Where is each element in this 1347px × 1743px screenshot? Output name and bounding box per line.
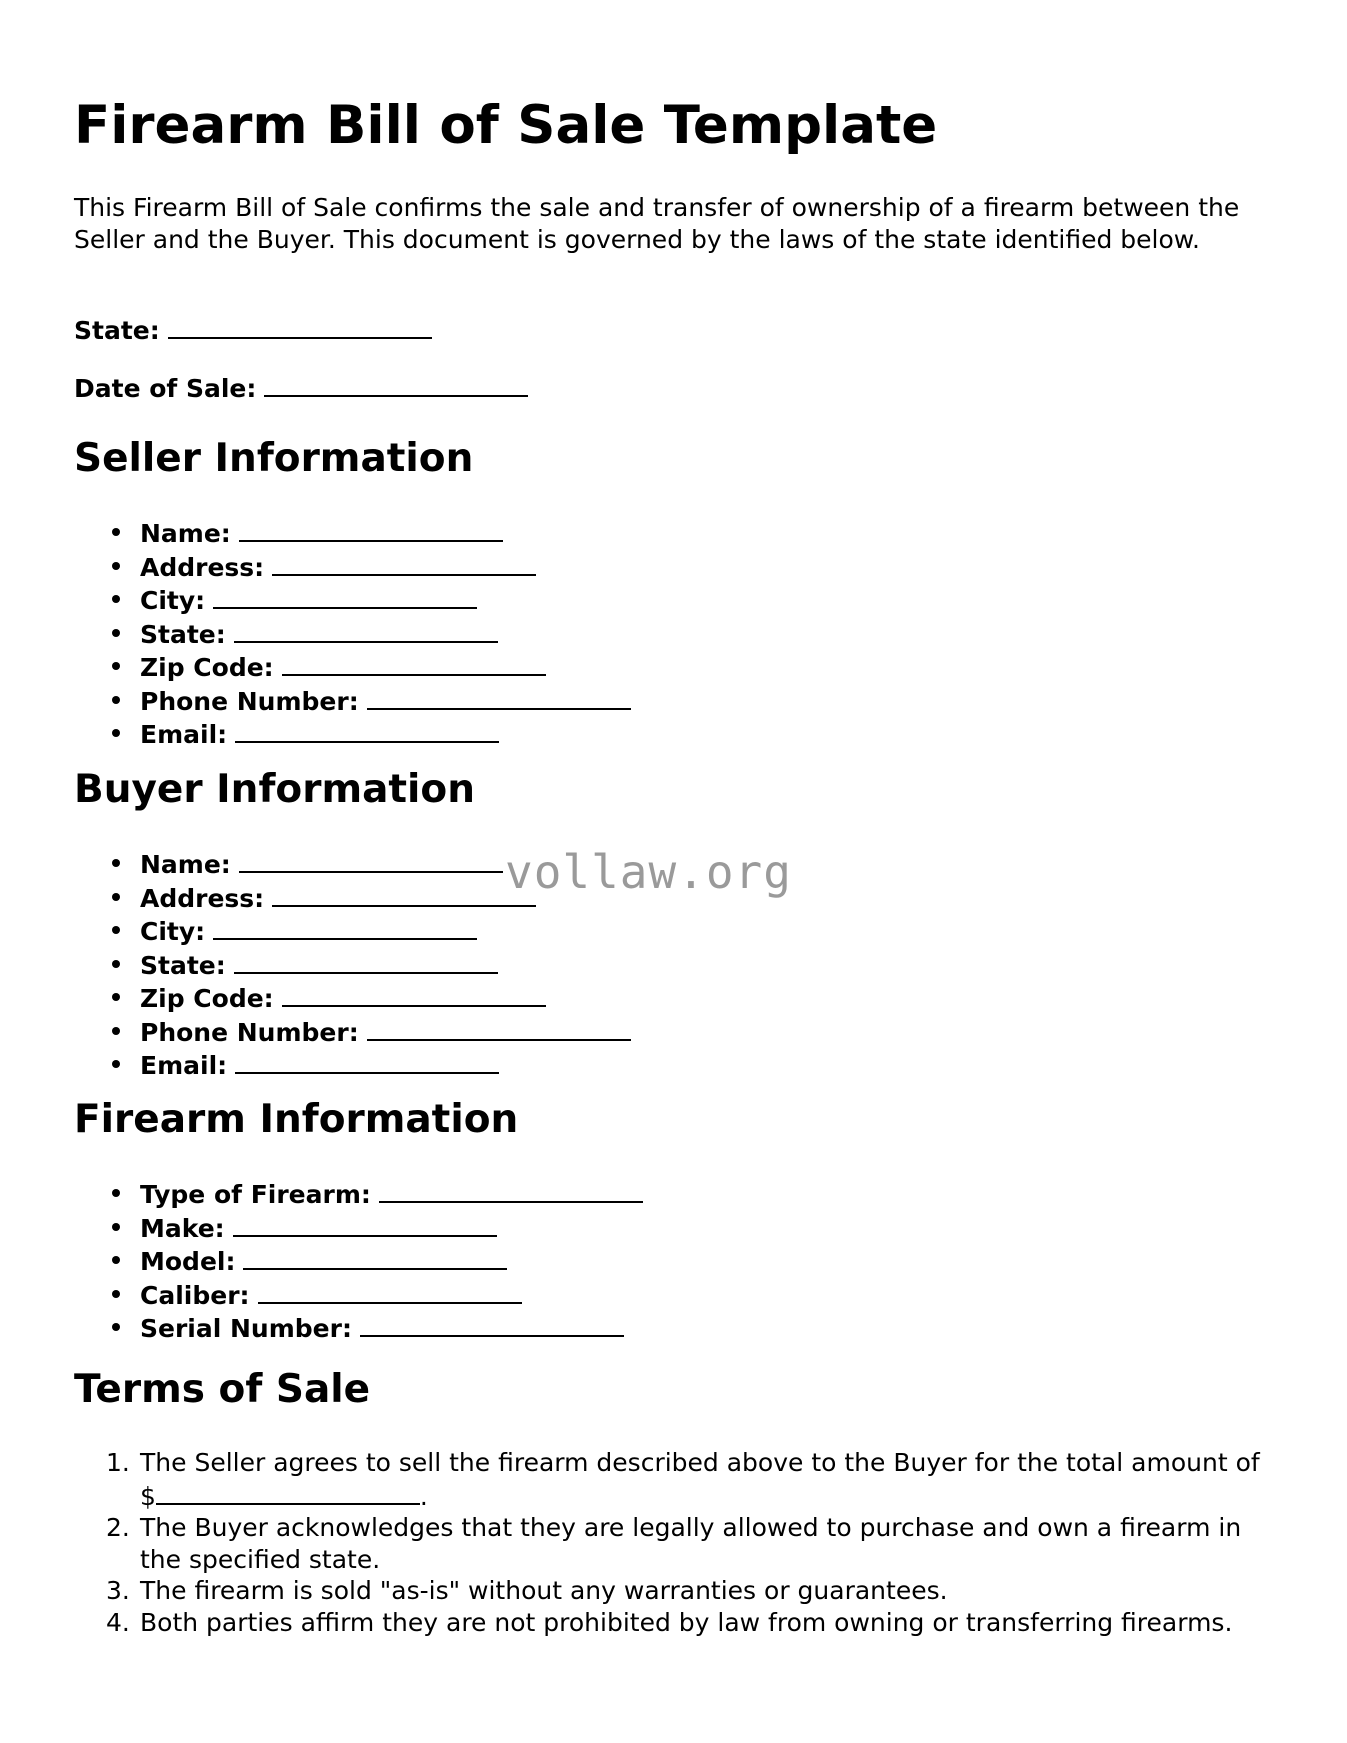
field-blank[interactable] bbox=[272, 550, 536, 576]
firearm-serial-field[interactable] bbox=[74, 1311, 643, 1345]
terms-item bbox=[74, 1447, 1274, 1512]
field-blank[interactable] bbox=[367, 1015, 631, 1041]
field-blank[interactable] bbox=[234, 617, 498, 643]
state-field[interactable] bbox=[74, 313, 432, 347]
field-label: Name: bbox=[140, 519, 231, 548]
buyer-city-field[interactable] bbox=[74, 914, 631, 948]
terms-item-number: 2. bbox=[106, 1513, 130, 1542]
field-blank[interactable] bbox=[233, 1211, 497, 1237]
field-blank[interactable] bbox=[234, 948, 498, 974]
field-label: Caliber: bbox=[140, 1280, 250, 1310]
field-blank[interactable] bbox=[239, 847, 503, 873]
terms-item bbox=[74, 1575, 1274, 1607]
field-blank[interactable] bbox=[282, 981, 546, 1007]
field-label: Zip Code: bbox=[140, 984, 274, 1013]
terms-item-text: The firearm is sold "as-is" without any warranties or guarantees. bbox=[140, 1576, 948, 1605]
terms-item-number: 3. bbox=[106, 1576, 130, 1605]
seller-zip-field[interactable] bbox=[74, 650, 631, 684]
field-label: Phone Number: bbox=[140, 1017, 359, 1047]
terms-item bbox=[74, 1607, 1274, 1639]
page-title: Firearm Bill of Sale Template bbox=[74, 95, 938, 156]
buyer-zip-field[interactable] bbox=[74, 981, 631, 1015]
terms-item-text: The Buyer acknowledges that they are legally allowed to purchase and own a firearm in the specified state. bbox=[140, 1513, 1242, 1574]
firearm-model-field[interactable] bbox=[74, 1244, 643, 1278]
intro-paragraph: This Firearm Bill of Sale confirms the sale and transfer of ownership of a firearm between the Seller and the Buyer. This document is governed by the laws of the state identified below. bbox=[74, 193, 1240, 254]
seller-name-field[interactable] bbox=[74, 516, 631, 550]
firearm-field-list bbox=[74, 1177, 643, 1345]
firearm-caliber-field[interactable] bbox=[74, 1278, 643, 1312]
state-field-label: State: bbox=[74, 316, 160, 345]
field-label: City: bbox=[140, 917, 206, 946]
field-blank[interactable] bbox=[258, 1278, 522, 1304]
field-label: State: bbox=[140, 619, 226, 649]
buyer-heading: Buyer Information bbox=[74, 767, 475, 812]
seller-city-field[interactable] bbox=[74, 583, 631, 617]
seller-state-field[interactable] bbox=[74, 617, 631, 651]
terms-item-text: The Seller agrees to sell the firearm described above to the Buyer for the total amount of $ bbox=[140, 1448, 1260, 1511]
field-blank[interactable] bbox=[213, 583, 477, 609]
field-blank[interactable] bbox=[360, 1311, 624, 1337]
terms-list bbox=[74, 1447, 1274, 1638]
buyer-state-field[interactable] bbox=[74, 948, 631, 982]
date-of-sale-blank[interactable] bbox=[264, 371, 528, 397]
field-label: Phone Number: bbox=[140, 686, 359, 716]
seller-email-field[interactable] bbox=[74, 717, 631, 751]
buyer-phone-field[interactable] bbox=[74, 1015, 631, 1049]
field-blank[interactable] bbox=[243, 1244, 507, 1270]
field-label: Make: bbox=[140, 1213, 225, 1243]
firearm-type-field[interactable] bbox=[74, 1177, 643, 1211]
terms-item-number: 4. bbox=[106, 1607, 130, 1637]
firearm-heading: Firearm Information bbox=[74, 1097, 519, 1142]
field-blank[interactable] bbox=[239, 516, 503, 542]
date-of-sale-label: Date of Sale: bbox=[74, 374, 257, 403]
field-blank[interactable] bbox=[379, 1177, 643, 1203]
field-label: State: bbox=[140, 950, 226, 980]
field-label: Email: bbox=[140, 1051, 228, 1080]
field-blank[interactable] bbox=[235, 1048, 499, 1074]
field-label: Serial Number: bbox=[140, 1314, 352, 1343]
field-label: Model: bbox=[140, 1247, 236, 1276]
terms-heading: Terms of Sale bbox=[74, 1367, 371, 1412]
watermark: vollaw.org bbox=[505, 845, 792, 899]
field-blank[interactable] bbox=[367, 684, 631, 710]
date-of-sale-field[interactable] bbox=[74, 371, 528, 405]
field-blank[interactable] bbox=[272, 881, 536, 907]
terms-item-text: Both parties affirm they are not prohibited by law from owning or transferring firearms. bbox=[140, 1607, 1233, 1637]
field-label: Address: bbox=[140, 552, 265, 582]
field-blank[interactable] bbox=[282, 650, 546, 676]
sale-amount-blank[interactable] bbox=[156, 1479, 420, 1505]
field-label: Name: bbox=[140, 850, 231, 879]
field-blank[interactable] bbox=[213, 914, 477, 940]
field-label: Address: bbox=[140, 883, 265, 913]
terms-item-text-end: . bbox=[419, 1481, 428, 1511]
field-label: Type of Firearm: bbox=[140, 1180, 371, 1209]
field-label: Email: bbox=[140, 720, 228, 749]
seller-heading: Seller Information bbox=[74, 436, 474, 481]
firearm-make-field[interactable] bbox=[74, 1211, 643, 1245]
seller-address-field[interactable] bbox=[74, 550, 631, 584]
terms-item-number: 1. bbox=[106, 1448, 130, 1477]
seller-field-list bbox=[74, 516, 631, 751]
field-label: Zip Code: bbox=[140, 653, 274, 682]
terms-item bbox=[74, 1512, 1274, 1575]
state-blank[interactable] bbox=[168, 313, 432, 339]
field-label: City: bbox=[140, 586, 206, 615]
buyer-email-field[interactable] bbox=[74, 1048, 631, 1082]
seller-phone-field[interactable] bbox=[74, 684, 631, 718]
field-blank[interactable] bbox=[235, 717, 499, 743]
